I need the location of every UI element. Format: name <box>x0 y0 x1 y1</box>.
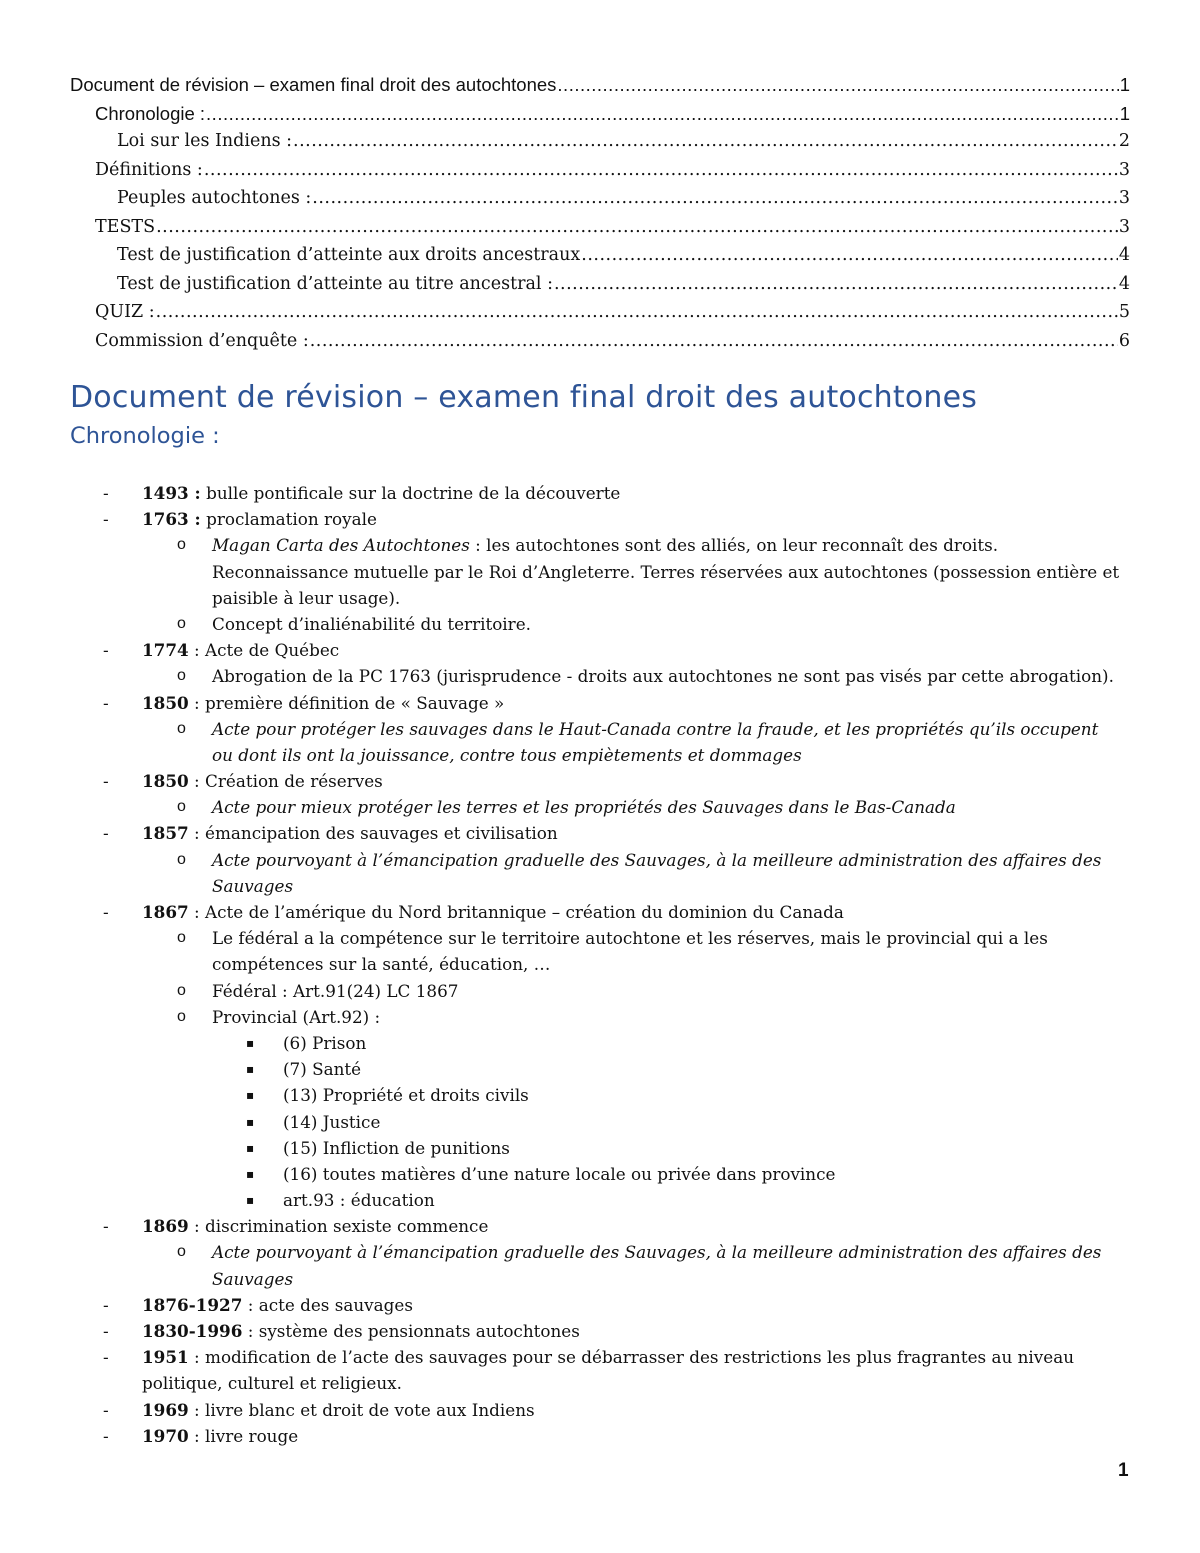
year-label: 1869 <box>142 1216 189 1237</box>
list-item <box>0 1344 1200 1370</box>
page-number: 1 <box>1118 1460 1129 1481</box>
year-label: 1763 : <box>142 509 201 530</box>
toc-entry[interactable] <box>70 188 1130 217</box>
list-item <box>0 480 1200 506</box>
year-label: 1850 <box>142 771 189 792</box>
toc-entry[interactable] <box>70 331 1130 360</box>
list-item <box>0 1318 1200 1344</box>
list-item <box>0 1213 1200 1239</box>
year-label: 1830-1996 <box>142 1321 243 1341</box>
item-description: proclamation royale <box>200 509 377 530</box>
list-item-text <box>142 1213 488 1239</box>
sub-item-text: Abrogation de la PC 1763 (jurisprudence - droits aux autochtones ne sont pas visés par cette abrogation). <box>212 666 1114 687</box>
list-item-text <box>142 820 558 846</box>
list-item-text <box>142 637 339 663</box>
item-description: : Création de réserves <box>188 771 383 792</box>
sub-sub-item-text: (13) Propriété et droits civils <box>283 1085 529 1106</box>
list-item-text <box>142 1423 298 1449</box>
circle-bullet: o <box>177 981 186 999</box>
square-bullet: ▪ <box>246 1088 255 1103</box>
toc-page-number: 6 <box>1118 330 1130 351</box>
dash-bullet: - <box>103 823 109 844</box>
toc-leader <box>293 131 1118 151</box>
sub-item-text: ou dont ils ont la jouissance, contre tous empiètements et dommages <box>212 744 802 765</box>
square-bullet: ▪ <box>246 1140 255 1155</box>
toc-page-number: 3 <box>1118 216 1130 237</box>
list-item-text <box>142 1397 535 1423</box>
toc-entry[interactable] <box>70 160 1130 189</box>
dash-bullet: - <box>103 1399 109 1420</box>
list-item-text <box>142 1292 413 1318</box>
sub-list-item <box>0 847 1200 873</box>
toc-entry-text: Chronologie : <box>95 102 206 124</box>
toc-entry[interactable] <box>70 217 1130 246</box>
year-label: 1969 <box>142 1399 189 1420</box>
item-description: : Acte de Québec <box>188 640 340 661</box>
sub-list-item-continuation <box>0 585 1200 611</box>
item-description: : livre rouge <box>188 1425 299 1446</box>
square-bullet: ▪ <box>246 1166 255 1181</box>
list-item <box>0 690 1200 716</box>
toc-page-number: 4 <box>1118 245 1130 265</box>
list-item-text <box>142 1344 1074 1370</box>
toc-entry-text: Loi sur les Indiens : <box>117 131 293 151</box>
toc-entry-text: Définitions : <box>95 159 203 180</box>
dash-bullet: - <box>103 509 109 530</box>
sub-item-text: Acte pour protéger les sauvages dans le Haut-Canada contre la fraude, et les propriétés qu’ils occupent <box>212 718 1099 739</box>
year-label: 1850 <box>142 692 189 713</box>
square-bullet: ▪ <box>246 1114 255 1129</box>
list-item-text: politique, culturel et religieux. <box>142 1373 402 1394</box>
list-item-text <box>142 480 620 506</box>
dash-bullet: - <box>103 1321 109 1341</box>
list-item-text <box>142 506 377 532</box>
toc-leader <box>557 74 1118 96</box>
circle-bullet: o <box>177 667 186 685</box>
sub-list-item-continuation <box>0 951 1200 977</box>
toc-entry[interactable] <box>70 302 1130 331</box>
item-description: bulle pontificale sur la doctrine de la découverte <box>200 483 621 503</box>
dash-bullet: - <box>103 1347 109 1368</box>
toc-entry[interactable] <box>70 245 1130 274</box>
year-label: 1951 <box>142 1347 189 1368</box>
toc-entry[interactable] <box>70 131 1130 160</box>
list-item <box>0 1423 1200 1449</box>
toc-entry-text: QUIZ : <box>95 302 155 322</box>
item-description: : discrimination sexiste commence <box>188 1216 489 1237</box>
toc-entry-text: Commission d’enquête : <box>95 330 309 351</box>
toc-leader <box>156 217 1118 237</box>
sub-list-item-continuation <box>0 742 1200 768</box>
year-label: 1493 : <box>142 483 201 503</box>
item-description: : première définition de « Sauvage » <box>188 692 505 713</box>
list-item <box>0 637 1200 663</box>
sub-list-item <box>0 1004 1200 1030</box>
dash-bullet: - <box>103 692 109 713</box>
sub-list-item <box>0 794 1200 820</box>
sub-item-text: Sauvages <box>212 875 294 896</box>
list-item <box>0 1397 1200 1423</box>
item-description: : système des pensionnats autochtones <box>242 1321 580 1341</box>
sub-item-text: Reconnaissance mutuelle par le Roi d’Angleterre. Terres réservées aux autochtones (possession entière et <box>212 561 1120 582</box>
section-heading-chronologie: Chronologie : <box>70 423 220 449</box>
sub-sub-list-item <box>0 1109 1200 1135</box>
dash-bullet: - <box>103 1294 109 1315</box>
list-item <box>0 820 1200 846</box>
list-item-continuation <box>0 1370 1200 1396</box>
list-item <box>0 506 1200 532</box>
list-item-text <box>142 690 504 716</box>
dash-bullet: - <box>103 902 109 922</box>
year-label: 1774 <box>142 640 189 661</box>
item-description: : Acte de l’amérique du Nord britannique – création du dominion du Canada <box>188 902 844 922</box>
sub-item-text: paisible à leur usage). <box>212 587 401 608</box>
toc-page-number: 5 <box>1118 302 1130 322</box>
dash-bullet: - <box>103 483 109 503</box>
sub-list-item <box>0 716 1200 742</box>
sub-item-text <box>212 532 998 558</box>
toc-leader <box>310 331 1118 351</box>
sub-sub-item-text: art.93 : éducation <box>283 1190 435 1211</box>
sub-item-text: Le fédéral a la compétence sur le territoire autochtone et les réserves, mais le provincial qui a les <box>212 928 1048 949</box>
sub-item-text: Provincial (Art.92) : <box>212 1006 381 1027</box>
year-label: 1867 <box>142 902 189 922</box>
list-item <box>0 768 1200 794</box>
toc-entry[interactable] <box>70 103 1130 132</box>
sub-sub-list-item <box>0 1056 1200 1082</box>
sub-sub-item-text: (16) toutes matières d’une nature locale ou privée dans province <box>283 1163 836 1184</box>
sub-item-text: Acte pour mieux protéger les terres et les propriétés des Sauvages dans le Bas-Canada <box>212 797 956 818</box>
toc-page-number: 3 <box>1118 188 1130 208</box>
item-description: : acte des sauvages <box>242 1294 413 1315</box>
sub-sub-list-item <box>0 1187 1200 1213</box>
sub-sub-item-text: (15) Infliction de punitions <box>283 1137 510 1158</box>
circle-bullet: o <box>177 719 186 737</box>
square-bullet: ▪ <box>246 1193 255 1208</box>
toc-page-number: 3 <box>1118 159 1130 180</box>
circle-bullet: o <box>177 536 186 554</box>
sub-item-text: compétences sur la santé, éducation, … <box>212 954 551 975</box>
dash-bullet: - <box>103 771 109 792</box>
toc-page-number: 4 <box>1118 273 1130 294</box>
sub-list-item <box>0 925 1200 951</box>
toc-entry-text: Test de justification d’atteinte au titre ancestral : <box>117 273 553 294</box>
toc-leader <box>206 103 1119 125</box>
sub-list-item-continuation <box>0 1266 1200 1292</box>
toc-leader <box>581 245 1118 265</box>
table-of-contents <box>70 74 1130 359</box>
square-bullet: ▪ <box>246 1062 255 1077</box>
sub-item-text: Fédéral : Art.91(24) LC 1867 <box>212 980 459 1001</box>
dash-bullet: - <box>103 1425 109 1446</box>
toc-entry[interactable] <box>70 274 1130 303</box>
list-item <box>0 899 1200 925</box>
toc-entry-text: Test de justification d’atteinte aux droits ancestraux <box>117 245 581 265</box>
act-title: Magan Carta des Autochtones <box>212 535 470 556</box>
sub-list-item <box>0 611 1200 637</box>
sub-item-text: Acte pourvoyant à l’émancipation graduelle des Sauvages, à la meilleure administration des affaires des <box>212 849 1102 870</box>
year-label: 1876-1927 <box>142 1294 243 1315</box>
sub-list-item <box>0 1239 1200 1265</box>
dash-bullet: - <box>103 1216 109 1237</box>
toc-entry[interactable] <box>70 74 1130 103</box>
toc-page-number: 1 <box>1119 74 1130 95</box>
circle-bullet: o <box>177 798 186 816</box>
toc-leader <box>204 160 1118 180</box>
item-description: : livre blanc et droit de vote aux Indiens <box>188 1399 535 1420</box>
toc-leader <box>312 188 1118 208</box>
circle-bullet: o <box>177 1007 186 1025</box>
toc-entry-text: TESTS <box>95 216 156 237</box>
sub-sub-list-item <box>0 1030 1200 1056</box>
list-item-text <box>142 899 844 925</box>
sub-sub-list-item <box>0 1161 1200 1187</box>
sub-list-item <box>0 978 1200 1004</box>
sub-item-text: Concept d’inaliénabilité du territoire. <box>212 613 531 634</box>
circle-bullet: o <box>177 929 186 947</box>
sub-list-item-continuation <box>0 559 1200 585</box>
circle-bullet: o <box>177 1243 186 1261</box>
sub-item-text: Acte pourvoyant à l’émancipation graduelle des Sauvages, à la meilleure administration des affaires des <box>212 1242 1102 1263</box>
sub-list-item-continuation <box>0 873 1200 899</box>
list-item-text <box>142 768 383 794</box>
list-item <box>0 1292 1200 1318</box>
toc-entry-text: Document de révision – examen final droit des autochtones <box>70 74 557 95</box>
dash-bullet: - <box>103 640 109 661</box>
toc-page-number: 2 <box>1118 131 1130 151</box>
toc-entry-text: Peuples autochtones : <box>117 188 312 208</box>
item-description: : émancipation des sauvages et civilisation <box>188 823 558 844</box>
toc-leader <box>156 302 1118 322</box>
list-item-text <box>142 1318 580 1344</box>
square-bullet: ▪ <box>246 1035 255 1050</box>
sub-list-item <box>0 532 1200 558</box>
toc-leader <box>554 274 1118 294</box>
toc-page-number: 1 <box>1119 102 1130 124</box>
sub-sub-list-item <box>0 1135 1200 1161</box>
year-label: 1970 <box>142 1425 189 1446</box>
document-title-heading: Document de révision – examen final droit des autochtones <box>70 380 978 415</box>
sub-item-text: Sauvages <box>212 1268 294 1289</box>
item-description: : modification de l’acte des sauvages pour se débarrasser des restrictions les plus fragrantes au niveau <box>188 1347 1075 1368</box>
sub-list-item <box>0 663 1200 689</box>
sub-sub-item-text: (14) Justice <box>283 1111 381 1132</box>
sub-sub-list-item <box>0 1082 1200 1108</box>
sub-sub-item-text: (6) Prison <box>283 1032 367 1053</box>
sub-sub-item-text: (7) Santé <box>283 1059 362 1080</box>
circle-bullet: o <box>177 850 186 868</box>
chronology-list <box>0 480 1200 1449</box>
year-label: 1857 <box>142 823 189 844</box>
sub-item-description: : les autochtones sont des alliés, on leur reconnaît des droits. <box>469 535 999 556</box>
circle-bullet: o <box>177 614 186 632</box>
